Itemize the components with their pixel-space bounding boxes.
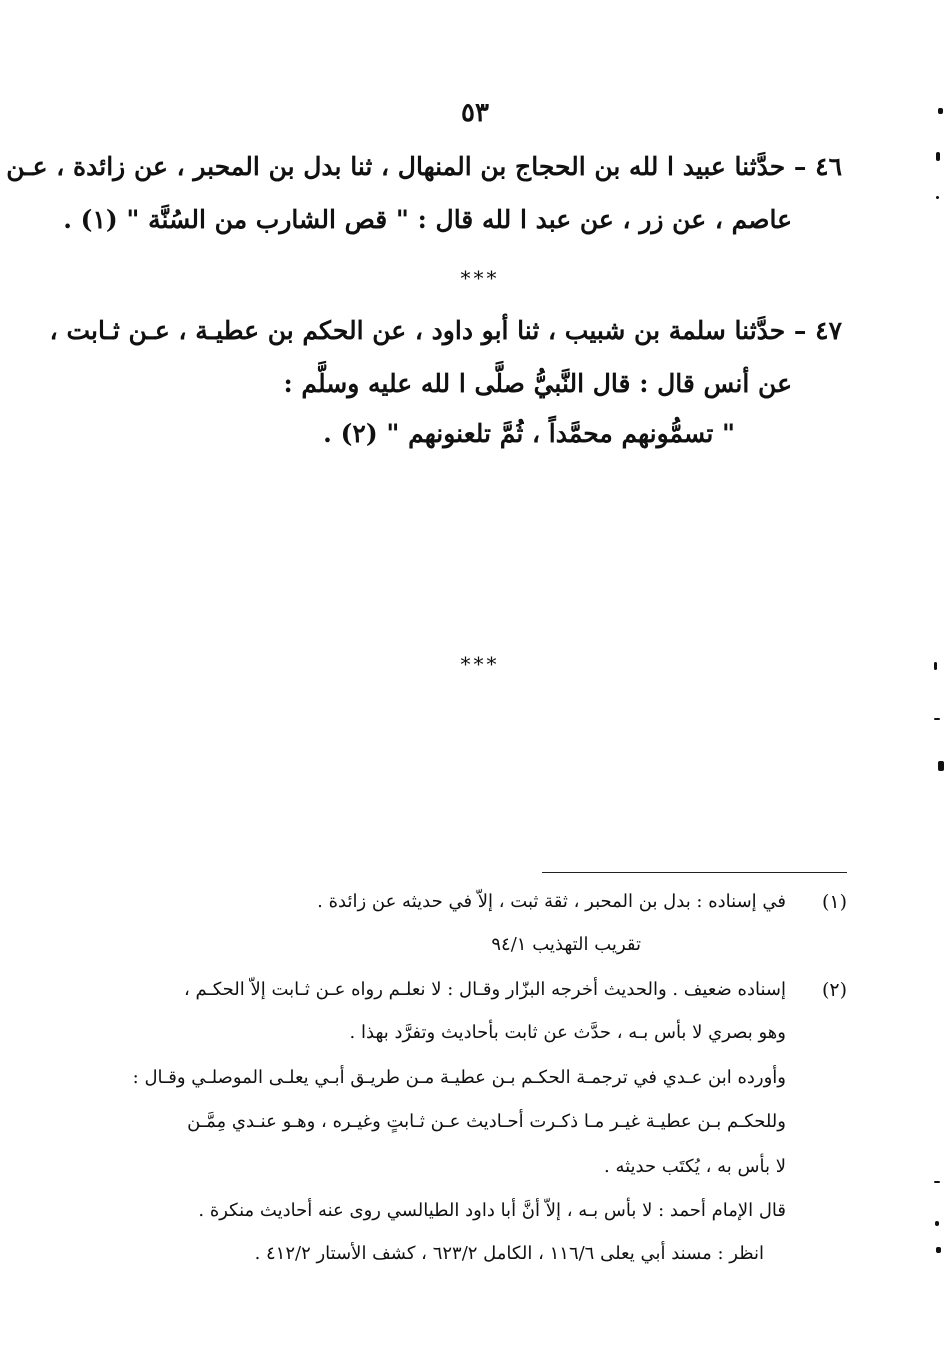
hadith-46-line-2: عاصم ، عن زر ، عن عبد ا لله قال : " قص الشارب من السُنَّة " (١) . bbox=[63, 205, 792, 234]
hadith-47-line-1: ٤٧ – حدَّثنا سلمة بن شبيب ، ثنا أبو داود ، عن الحكم بن عطيـة ، عـن ثـابت ، bbox=[49, 316, 842, 345]
scan-mark bbox=[934, 662, 937, 670]
footnote-1-line-1: في إسناده : بدل بن المحبر ، ثقة ثبت ، إلاّ في حديثه عن زائدة . bbox=[317, 891, 786, 912]
hadith-47-line-3: " تسمُّونهم محمَّداً ، ثُمَّ تلعنونهم " (٢) . bbox=[323, 419, 735, 448]
scan-mark bbox=[936, 152, 940, 161]
footnote-2-line-4: وللحكـم بـن عطيـة غيـر مـا ذكـرت أحـاديث عـن ثـابتٍ وغيـره ، وهـو عنـدي مِمَّـن bbox=[187, 1111, 786, 1132]
footnote-2-line-7: انظر : مسند أبي يعلى ١١٦/٦ ، الكامل ٦٢٣/٢ ، كشف الأستار ٤١٢/٢ . bbox=[254, 1243, 764, 1264]
footnote-2-line-1: إسناده ضعيف . والحديث أخرجه البزّار وقـال : لا نعلـم رواه عـن ثـابت إلاّ الحكـم ، bbox=[183, 979, 786, 1000]
footnote-divider bbox=[542, 872, 847, 873]
star-separator: *** bbox=[460, 266, 500, 290]
scan-mark bbox=[934, 718, 940, 720]
hadith-46-line-1: ٤٦ – حدَّثنا عبيد ا لله بن الحجاج بن المنهال ، ثنا بدل بن المحبر ، عن زائدة ، عـن bbox=[6, 152, 842, 181]
footnote-1-marker: (١) bbox=[821, 891, 847, 913]
footnote-2-line-6: قال الإمام أحمد : لا بأس بـه ، إلاّ أنَّ أبا داود الطيالسي روى عنه أحاديث منكرة . bbox=[198, 1200, 786, 1221]
footnote-2-marker: (٢) bbox=[821, 979, 847, 1001]
footnote-2-line-3: وأورده ابن عـدي في ترجمـة الحكـم بـن عطيـة مـن طريـق أبـي يعلـى الموصلـي وقـال : bbox=[132, 1067, 786, 1088]
star-separator-end: *** bbox=[460, 652, 500, 676]
scan-mark bbox=[936, 196, 939, 199]
page-number: ٥٣ bbox=[461, 98, 489, 128]
footnote-2-line-2: وهو بصري لا بأس بـه ، حدَّث عن ثابت بأحاديث وتفرَّد بهذا . bbox=[349, 1022, 786, 1043]
scan-mark bbox=[936, 1247, 941, 1253]
scan-mark bbox=[938, 761, 944, 771]
scan-mark bbox=[938, 108, 943, 114]
hadith-47-line-2: عن أنس قال : قال النَّبيُّ صلَّى ا لله عليه وسلَّم : bbox=[283, 369, 792, 398]
scan-mark bbox=[934, 1181, 940, 1183]
scan-mark bbox=[935, 1221, 939, 1226]
footnote-1-line-2: تقريب التهذيب ٩٤/١ bbox=[491, 934, 641, 955]
footnote-2-line-5: لا بأس به ، يُكتَب حديثه . bbox=[604, 1156, 786, 1177]
